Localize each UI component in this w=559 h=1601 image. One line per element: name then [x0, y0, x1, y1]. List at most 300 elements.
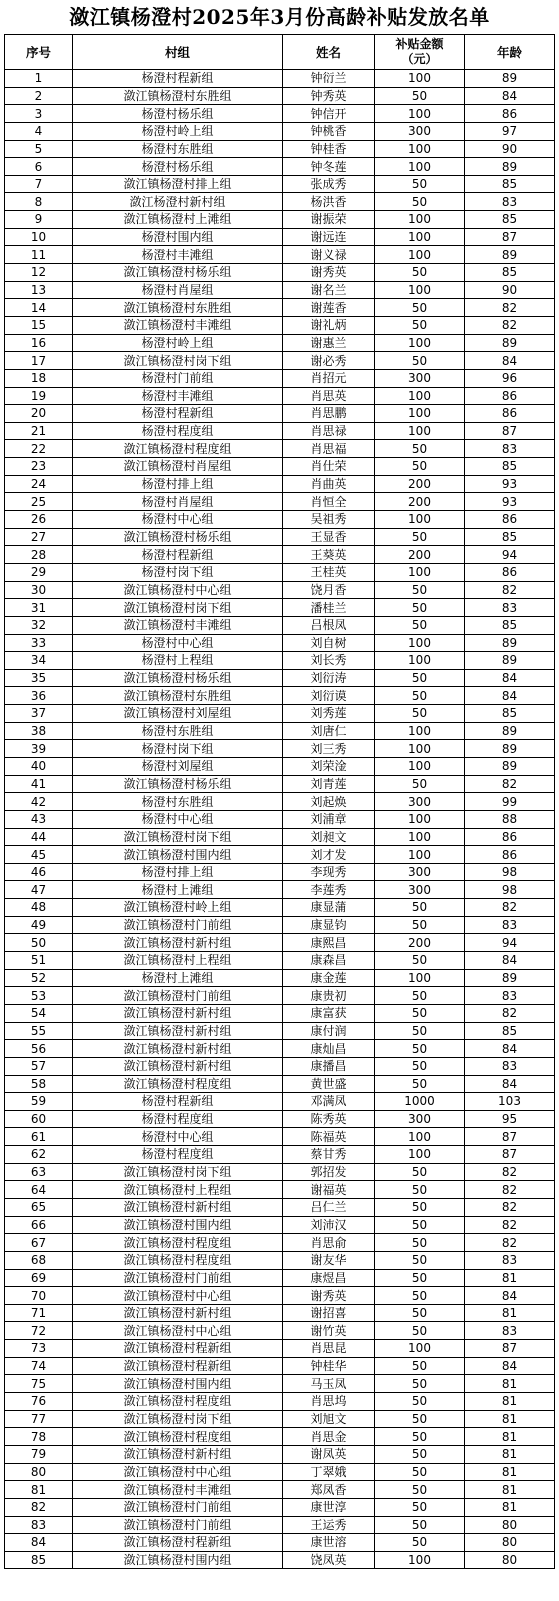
- cell-group: 杨澄村程度组: [73, 1146, 283, 1164]
- cell-group: 潋江镇杨澄村杨乐组: [73, 264, 283, 282]
- cell-seq: 30: [5, 581, 73, 599]
- cell-age: 81: [465, 1410, 555, 1428]
- cell-group: 潋江镇杨澄村门前组: [73, 1269, 283, 1287]
- cell-group: 杨澄村中心组: [73, 1128, 283, 1146]
- cell-seq: 69: [5, 1269, 73, 1287]
- cell-amount: 50: [375, 1481, 465, 1499]
- cell-age: 98: [465, 863, 555, 881]
- subsidy-table: [4, 34, 555, 1569]
- cell-amount: 100: [375, 70, 465, 88]
- cell-seq: 68: [5, 1251, 73, 1269]
- cell-age: 94: [465, 546, 555, 564]
- table-row: [5, 846, 555, 864]
- cell-amount: 100: [375, 387, 465, 405]
- cell-amount: 50: [375, 1322, 465, 1340]
- cell-group: 潋江镇杨澄村上滩组: [73, 211, 283, 229]
- cell-name: 钟信开: [283, 105, 375, 123]
- cell-name: 吕根凤: [283, 616, 375, 634]
- table-row: [5, 105, 555, 123]
- cell-name: 康显钧: [283, 916, 375, 934]
- cell-seq: 5: [5, 140, 73, 158]
- cell-age: 81: [465, 1304, 555, 1322]
- table-row: [5, 969, 555, 987]
- cell-age: 86: [465, 846, 555, 864]
- table-row: [5, 563, 555, 581]
- cell-age: 83: [465, 193, 555, 211]
- cell-seq: 37: [5, 705, 73, 723]
- cell-age: 86: [465, 387, 555, 405]
- cell-group: 潋江镇杨澄村程度组: [73, 1251, 283, 1269]
- table-row: [5, 863, 555, 881]
- cell-amount: 300: [375, 863, 465, 881]
- cell-group: 潋江镇杨澄村中心组: [73, 1287, 283, 1305]
- cell-group: 杨澄村刘屋组: [73, 757, 283, 775]
- cell-age: 84: [465, 352, 555, 370]
- cell-group: 潋江镇杨澄村新村组: [73, 1445, 283, 1463]
- cell-group: 潋江镇杨澄村程新组: [73, 1534, 283, 1552]
- header-amount-line1: 补贴金额: [395, 37, 444, 51]
- cell-age: 87: [465, 1128, 555, 1146]
- cell-group: 潋江镇杨澄村程新组: [73, 1340, 283, 1358]
- cell-name: 刘自树: [283, 634, 375, 652]
- cell-amount: 100: [375, 810, 465, 828]
- cell-age: 89: [465, 722, 555, 740]
- table-row: [5, 281, 555, 299]
- cell-name: 谢名兰: [283, 281, 375, 299]
- cell-name: 马玉凤: [283, 1375, 375, 1393]
- cell-age: 85: [465, 528, 555, 546]
- cell-age: 85: [465, 1022, 555, 1040]
- cell-age: 87: [465, 1146, 555, 1164]
- cell-group: 杨澄村程新组: [73, 546, 283, 564]
- cell-group: 潋江镇杨澄村程度组: [73, 1428, 283, 1446]
- table-row: [5, 669, 555, 687]
- table-row: [5, 1057, 555, 1075]
- cell-seq: 71: [5, 1304, 73, 1322]
- table-row: [5, 934, 555, 952]
- cell-amount: 200: [375, 546, 465, 564]
- cell-name: 刘衍谟: [283, 687, 375, 705]
- table-body: [5, 70, 555, 1569]
- cell-amount: 100: [375, 334, 465, 352]
- cell-group: 潋江镇杨澄村丰滩组: [73, 616, 283, 634]
- cell-seq: 77: [5, 1410, 73, 1428]
- cell-group: 潋江镇杨澄村丰滩组: [73, 316, 283, 334]
- header-amount: [375, 35, 465, 70]
- cell-seq: 6: [5, 158, 73, 176]
- cell-name: 蔡甘秀: [283, 1146, 375, 1164]
- cell-name: 谢振荣: [283, 211, 375, 229]
- cell-seq: 67: [5, 1234, 73, 1252]
- cell-amount: 50: [375, 1234, 465, 1252]
- cell-group: 杨澄村程度组: [73, 422, 283, 440]
- cell-group: 杨澄村上滩组: [73, 969, 283, 987]
- cell-amount: 50: [375, 316, 465, 334]
- cell-amount: 50: [375, 1040, 465, 1058]
- cell-age: 86: [465, 563, 555, 581]
- cell-name: 谢招喜: [283, 1304, 375, 1322]
- cell-amount: 50: [375, 581, 465, 599]
- cell-name: 刘荣淦: [283, 757, 375, 775]
- cell-amount: 50: [375, 669, 465, 687]
- cell-seq: 45: [5, 846, 73, 864]
- cell-name: 谢惠兰: [283, 334, 375, 352]
- cell-amount: 50: [375, 775, 465, 793]
- cell-group: 潋江镇杨澄村杨乐组: [73, 775, 283, 793]
- cell-amount: 50: [375, 1357, 465, 1375]
- cell-name: 王显香: [283, 528, 375, 546]
- cell-age: 83: [465, 1057, 555, 1075]
- table-row: [5, 581, 555, 599]
- cell-group: 潋江镇杨澄村岗下组: [73, 828, 283, 846]
- table-row: [5, 1251, 555, 1269]
- cell-seq: 47: [5, 881, 73, 899]
- cell-age: 89: [465, 740, 555, 758]
- cell-name: 肖思俞: [283, 1234, 375, 1252]
- cell-name: 刘浦章: [283, 810, 375, 828]
- cell-seq: 42: [5, 793, 73, 811]
- cell-age: 82: [465, 1199, 555, 1217]
- table-row: [5, 1357, 555, 1375]
- cell-age: 85: [465, 175, 555, 193]
- cell-name: 刘衍涛: [283, 669, 375, 687]
- cell-age: 87: [465, 1340, 555, 1358]
- table-row: [5, 687, 555, 705]
- table-row: [5, 193, 555, 211]
- cell-seq: 59: [5, 1093, 73, 1111]
- cell-group: 潋江镇杨澄村程度组: [73, 440, 283, 458]
- cell-group: 杨澄村中心组: [73, 634, 283, 652]
- cell-seq: 28: [5, 546, 73, 564]
- cell-amount: 50: [375, 440, 465, 458]
- cell-age: 80: [465, 1534, 555, 1552]
- cell-age: 81: [465, 1375, 555, 1393]
- header-row: [5, 35, 555, 70]
- cell-group: 潋江镇杨澄村程度组: [73, 1393, 283, 1411]
- cell-seq: 62: [5, 1146, 73, 1164]
- cell-seq: 79: [5, 1445, 73, 1463]
- cell-age: 89: [465, 634, 555, 652]
- cell-age: 81: [465, 1269, 555, 1287]
- cell-age: 81: [465, 1393, 555, 1411]
- cell-seq: 22: [5, 440, 73, 458]
- cell-age: 83: [465, 987, 555, 1005]
- cell-amount: 50: [375, 193, 465, 211]
- cell-amount: 50: [375, 916, 465, 934]
- cell-seq: 32: [5, 616, 73, 634]
- cell-amount: 50: [375, 1057, 465, 1075]
- table-row: [5, 828, 555, 846]
- cell-age: 89: [465, 246, 555, 264]
- cell-name: 钟衍兰: [283, 70, 375, 88]
- cell-seq: 9: [5, 211, 73, 229]
- cell-seq: 82: [5, 1498, 73, 1516]
- cell-group: 潋江镇杨澄村程度组: [73, 1075, 283, 1093]
- cell-age: 89: [465, 334, 555, 352]
- cell-name: 钟秀英: [283, 87, 375, 105]
- cell-group: 杨澄村门前组: [73, 369, 283, 387]
- header-seq: 序号: [5, 35, 73, 70]
- table-row: [5, 1075, 555, 1093]
- table-row: [5, 158, 555, 176]
- cell-seq: 66: [5, 1216, 73, 1234]
- cell-age: 84: [465, 1357, 555, 1375]
- cell-amount: 50: [375, 599, 465, 617]
- table-row: [5, 1375, 555, 1393]
- table-row: [5, 387, 555, 405]
- cell-amount: 300: [375, 793, 465, 811]
- cell-amount: 100: [375, 1146, 465, 1164]
- cell-group: 杨澄村东胜组: [73, 140, 283, 158]
- cell-name: 肖思禄: [283, 422, 375, 440]
- cell-seq: 14: [5, 299, 73, 317]
- table-row: [5, 775, 555, 793]
- cell-age: 82: [465, 1234, 555, 1252]
- table-row: [5, 1551, 555, 1569]
- cell-name: 刘起焕: [283, 793, 375, 811]
- table-row: [5, 1445, 555, 1463]
- cell-amount: 50: [375, 1163, 465, 1181]
- cell-group: 杨澄村丰滩组: [73, 246, 283, 264]
- cell-seq: 40: [5, 757, 73, 775]
- cell-amount: 100: [375, 846, 465, 864]
- cell-name: 刘旭文: [283, 1410, 375, 1428]
- table-row: [5, 1093, 555, 1111]
- cell-group: 潋江镇杨澄村新村组: [73, 1057, 283, 1075]
- cell-amount: 50: [375, 1075, 465, 1093]
- cell-name: 康熙昌: [283, 934, 375, 952]
- cell-age: 85: [465, 616, 555, 634]
- cell-age: 85: [465, 264, 555, 282]
- cell-age: 84: [465, 1040, 555, 1058]
- cell-group: 杨澄村程新组: [73, 405, 283, 423]
- cell-amount: 100: [375, 722, 465, 740]
- table-row: [5, 952, 555, 970]
- cell-amount: 300: [375, 881, 465, 899]
- cell-amount: 100: [375, 969, 465, 987]
- cell-group: 杨澄村丰滩组: [73, 387, 283, 405]
- cell-name: 郑凤香: [283, 1481, 375, 1499]
- cell-seq: 65: [5, 1199, 73, 1217]
- cell-group: 杨澄村中心组: [73, 810, 283, 828]
- cell-seq: 13: [5, 281, 73, 299]
- cell-group: 杨澄村肖屋组: [73, 281, 283, 299]
- cell-seq: 51: [5, 952, 73, 970]
- cell-age: 93: [465, 475, 555, 493]
- cell-seq: 38: [5, 722, 73, 740]
- cell-amount: 100: [375, 422, 465, 440]
- cell-seq: 33: [5, 634, 73, 652]
- cell-name: 康显蒲: [283, 899, 375, 917]
- cell-group: 杨澄村围内组: [73, 228, 283, 246]
- cell-group: 潋江镇杨澄村中心组: [73, 581, 283, 599]
- cell-age: 81: [465, 1498, 555, 1516]
- cell-group: 杨澄村排上组: [73, 863, 283, 881]
- cell-seq: 39: [5, 740, 73, 758]
- cell-group: 潋江镇杨澄村新村组: [73, 1004, 283, 1022]
- cell-seq: 48: [5, 899, 73, 917]
- cell-name: 刘沛汉: [283, 1216, 375, 1234]
- cell-age: 82: [465, 1163, 555, 1181]
- cell-amount: 50: [375, 1410, 465, 1428]
- table-row: [5, 916, 555, 934]
- cell-seq: 36: [5, 687, 73, 705]
- cell-amount: 50: [375, 1375, 465, 1393]
- cell-name: 康灿昌: [283, 1040, 375, 1058]
- cell-age: 88: [465, 810, 555, 828]
- cell-amount: 100: [375, 158, 465, 176]
- cell-seq: 20: [5, 405, 73, 423]
- table-row: [5, 1287, 555, 1305]
- cell-name: 谢礼炳: [283, 316, 375, 334]
- table-row: [5, 1110, 555, 1128]
- cell-group: 杨澄村岗下组: [73, 563, 283, 581]
- cell-seq: 4: [5, 122, 73, 140]
- cell-seq: 24: [5, 475, 73, 493]
- cell-amount: 200: [375, 934, 465, 952]
- cell-name: 张成秀: [283, 175, 375, 193]
- cell-amount: 100: [375, 281, 465, 299]
- cell-name: 杨洪香: [283, 193, 375, 211]
- cell-age: 84: [465, 952, 555, 970]
- cell-group: 杨澄村岭上组: [73, 334, 283, 352]
- cell-seq: 55: [5, 1022, 73, 1040]
- cell-group: 潋江镇杨澄村程度组: [73, 1234, 283, 1252]
- cell-name: 王运秀: [283, 1516, 375, 1534]
- cell-amount: 50: [375, 987, 465, 1005]
- cell-age: 89: [465, 969, 555, 987]
- cell-group: 杨澄村杨乐组: [73, 105, 283, 123]
- cell-name: 肖思福: [283, 440, 375, 458]
- header-group: 村组: [73, 35, 283, 70]
- cell-group: 潋江镇杨澄村杨乐组: [73, 528, 283, 546]
- cell-name: 钟桃香: [283, 122, 375, 140]
- cell-seq: 31: [5, 599, 73, 617]
- cell-amount: 50: [375, 87, 465, 105]
- cell-group: 潋江镇杨澄村新村组: [73, 1304, 283, 1322]
- table-row: [5, 493, 555, 511]
- cell-amount: 50: [375, 1445, 465, 1463]
- cell-amount: 100: [375, 1340, 465, 1358]
- cell-age: 83: [465, 1251, 555, 1269]
- cell-amount: 50: [375, 1463, 465, 1481]
- cell-name: 谢远连: [283, 228, 375, 246]
- cell-amount: 100: [375, 140, 465, 158]
- table-row: [5, 122, 555, 140]
- cell-seq: 61: [5, 1128, 73, 1146]
- cell-age: 95: [465, 1110, 555, 1128]
- cell-group: 潋江镇杨澄村上程组: [73, 1181, 283, 1199]
- cell-age: 80: [465, 1551, 555, 1569]
- cell-seq: 27: [5, 528, 73, 546]
- cell-age: 82: [465, 1181, 555, 1199]
- table-row: [5, 528, 555, 546]
- table-row: [5, 757, 555, 775]
- table-row: [5, 352, 555, 370]
- cell-group: 杨澄村程新组: [73, 70, 283, 88]
- cell-group: 潋江镇杨澄村岭上组: [73, 899, 283, 917]
- cell-seq: 80: [5, 1463, 73, 1481]
- cell-name: 刘长秀: [283, 652, 375, 670]
- cell-seq: 1: [5, 70, 73, 88]
- cell-seq: 85: [5, 1551, 73, 1569]
- cell-age: 82: [465, 1004, 555, 1022]
- cell-amount: 50: [375, 1287, 465, 1305]
- cell-group: 潋江镇杨澄村东胜组: [73, 87, 283, 105]
- cell-name: 康富获: [283, 1004, 375, 1022]
- cell-age: 81: [465, 1463, 555, 1481]
- cell-group: 潋江镇杨澄村东胜组: [73, 299, 283, 317]
- cell-seq: 63: [5, 1163, 73, 1181]
- cell-amount: 50: [375, 1269, 465, 1287]
- cell-seq: 76: [5, 1393, 73, 1411]
- cell-age: 97: [465, 122, 555, 140]
- cell-seq: 56: [5, 1040, 73, 1058]
- cell-name: 谢秀英: [283, 1287, 375, 1305]
- cell-seq: 83: [5, 1516, 73, 1534]
- cell-seq: 81: [5, 1481, 73, 1499]
- table-row: [5, 1498, 555, 1516]
- table-row: [5, 1516, 555, 1534]
- cell-amount: 50: [375, 705, 465, 723]
- cell-age: 82: [465, 299, 555, 317]
- cell-group: 潋江镇杨澄村围内组: [73, 846, 283, 864]
- cell-age: 84: [465, 669, 555, 687]
- cell-age: 90: [465, 140, 555, 158]
- table-row: [5, 1146, 555, 1164]
- cell-name: 邓满凤: [283, 1093, 375, 1111]
- cell-seq: 16: [5, 334, 73, 352]
- cell-group: 杨澄村程新组: [73, 1093, 283, 1111]
- table-row: [5, 810, 555, 828]
- cell-name: 吕仁兰: [283, 1199, 375, 1217]
- table-row: [5, 634, 555, 652]
- cell-name: 肖思英: [283, 387, 375, 405]
- cell-age: 81: [465, 1428, 555, 1446]
- table-row: [5, 422, 555, 440]
- cell-name: 郭招发: [283, 1163, 375, 1181]
- header-name: 姓名: [283, 35, 375, 70]
- cell-group: 杨澄村岗下组: [73, 740, 283, 758]
- cell-name: 刘青莲: [283, 775, 375, 793]
- cell-seq: 26: [5, 511, 73, 529]
- cell-age: 98: [465, 881, 555, 899]
- cell-age: 96: [465, 369, 555, 387]
- cell-name: 康世淳: [283, 1498, 375, 1516]
- cell-group: 潋江镇杨澄村岗下组: [73, 1410, 283, 1428]
- cell-amount: 50: [375, 1199, 465, 1217]
- cell-amount: 50: [375, 352, 465, 370]
- table-row: [5, 599, 555, 617]
- table-row: [5, 175, 555, 193]
- cell-amount: 50: [375, 1216, 465, 1234]
- cell-seq: 17: [5, 352, 73, 370]
- cell-group: 潋江镇杨澄村门前组: [73, 1516, 283, 1534]
- cell-name: 谢莲香: [283, 299, 375, 317]
- table-row: [5, 1269, 555, 1287]
- cell-amount: 100: [375, 1128, 465, 1146]
- cell-amount: 50: [375, 175, 465, 193]
- cell-amount: 50: [375, 264, 465, 282]
- cell-amount: 300: [375, 1110, 465, 1128]
- cell-name: 肖思昆: [283, 1340, 375, 1358]
- document-title: 潋江镇杨澄村2025年3月份高龄补贴发放名单: [69, 5, 490, 29]
- cell-age: 86: [465, 511, 555, 529]
- cell-name: 谢竹英: [283, 1322, 375, 1340]
- cell-name: 康森昌: [283, 952, 375, 970]
- cell-name: 康付润: [283, 1022, 375, 1040]
- cell-group: 潋江镇杨澄村肖屋组: [73, 458, 283, 476]
